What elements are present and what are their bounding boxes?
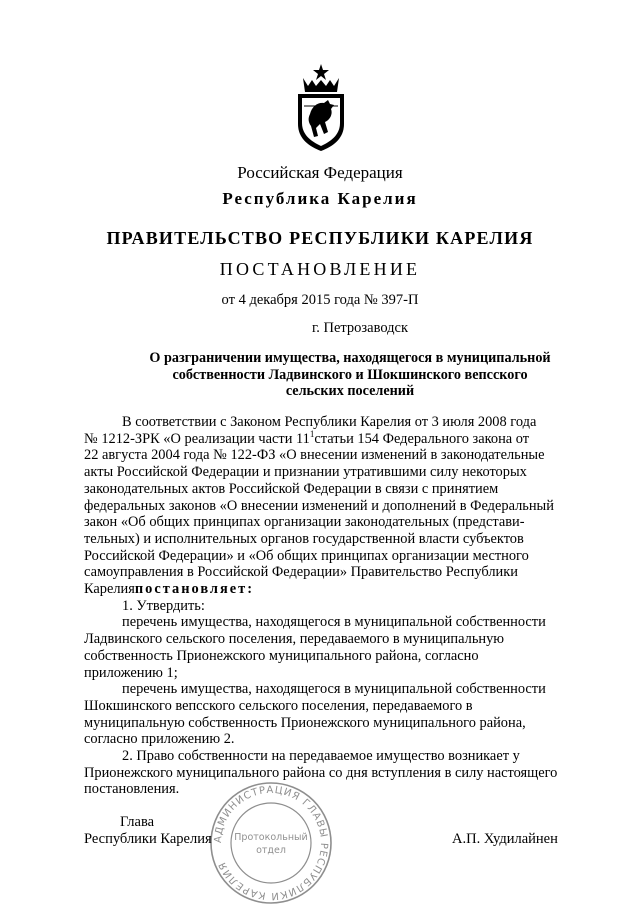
body-line: законодательных актов Российской Федерации в связи с принятием xyxy=(84,480,499,497)
stamp-inner-line1: Протокольный xyxy=(234,832,308,843)
stamp-inner-line2: отдел xyxy=(256,845,286,856)
city-name: г. Петрозаводск xyxy=(311,320,409,336)
subject-line: О разграничении имущества, находящегося в муниципальной xyxy=(149,350,551,366)
body-line xyxy=(84,581,572,598)
body-line: 22 августа 2004 года № 122-ФЗ «О внесении изменений в законодательные xyxy=(84,447,545,464)
subject-line: собственности Ладвинского и Шокшинского вепсского xyxy=(172,366,528,383)
body-line: В соответствии с Законом Республики Карелия от 3 июля 2008 года xyxy=(122,414,537,430)
body-line: акты Российской Федерации и признании утратившими силу некоторых xyxy=(84,464,527,481)
signatory-title-line2: Республики Карелия xyxy=(84,831,212,847)
list-item-line: собственность Прионежского муниципального района, согласно xyxy=(84,647,479,664)
body-text: № 1212-ЗРК «О реализации части 11 xyxy=(84,430,310,447)
superscript: 1 xyxy=(309,428,315,439)
country-name: Российская Федерация xyxy=(237,163,403,182)
list-item-line: согласно приложению 2. xyxy=(84,731,235,748)
body-line: Российской Федерации» и «Об общих принципах организации местного xyxy=(84,547,529,564)
body-text: Карелия xyxy=(84,581,135,598)
coat-of-arms-icon xyxy=(290,62,352,154)
document-type: ПОСТАНОВЛЕНИЕ xyxy=(219,259,421,279)
svg-text:АДМИНИСТРАЦИЯ ГЛАВЫ РЕСПУБЛИКИ xyxy=(213,785,329,901)
subject-line: сельских поселений xyxy=(285,383,415,399)
signatory-name: А.П. Худилайнен xyxy=(452,831,558,847)
list-item-line: перечень имущества, находящегося в муниципальной собственности xyxy=(122,614,546,631)
list-item-line: приложению 1; xyxy=(84,664,178,681)
body-line: закон «Об общих принципах организации законодательных (представи- xyxy=(84,514,525,531)
signatory-title-line1: Глава xyxy=(120,814,155,830)
government-title: ПРАВИТЕЛЬСТВО РЕСПУБЛИКИ КАРЕЛИЯ xyxy=(106,228,534,248)
decree-subject xyxy=(80,350,620,400)
list-item-line: перечень имущества, находящегося в муниципальной собственности xyxy=(122,681,546,698)
item-2-line: 2. Право собственности на передаваемое имущество возникает у xyxy=(122,748,520,765)
body-line: федеральных законов «О внесении изменений и дополнений в Федеральный xyxy=(84,497,554,514)
list-item-line: муниципальную собственность Прионежского муниципального района, xyxy=(84,714,526,731)
decree-body xyxy=(84,414,572,798)
list-item-line: Ладвинского сельского поселения, передаваемого в муниципальную xyxy=(84,631,505,648)
list-item-line: Шокшинского вепсского сельского поселения, передаваемого в xyxy=(84,697,473,714)
body-line xyxy=(84,428,572,448)
body-line: тельных) и исполнительных органов государственной власти субъектов xyxy=(84,530,524,547)
body-line: самоуправления в Российской Федерации» Правительство Республики xyxy=(84,564,518,581)
decree-verb: постановляет: xyxy=(134,581,255,598)
official-stamp xyxy=(208,780,334,906)
item-2-line: Прионежского муниципального района со дня вступления в силу настоящего xyxy=(84,764,558,781)
body-text: статьи 154 Федерального закона от xyxy=(314,430,530,447)
stamp-ring-text: АДМИНИСТРАЦИЯ ГЛАВЫ РЕСПУБЛИКИ КАРЕЛИЯ xyxy=(212,784,330,902)
item-1: 1. Утвердить: xyxy=(122,597,205,614)
item-2-line: постановления. xyxy=(84,781,180,798)
republic-name: Республика Карелия xyxy=(222,189,418,208)
decree-date-number: от 4 декабря 2015 года № 397-П xyxy=(221,292,419,308)
